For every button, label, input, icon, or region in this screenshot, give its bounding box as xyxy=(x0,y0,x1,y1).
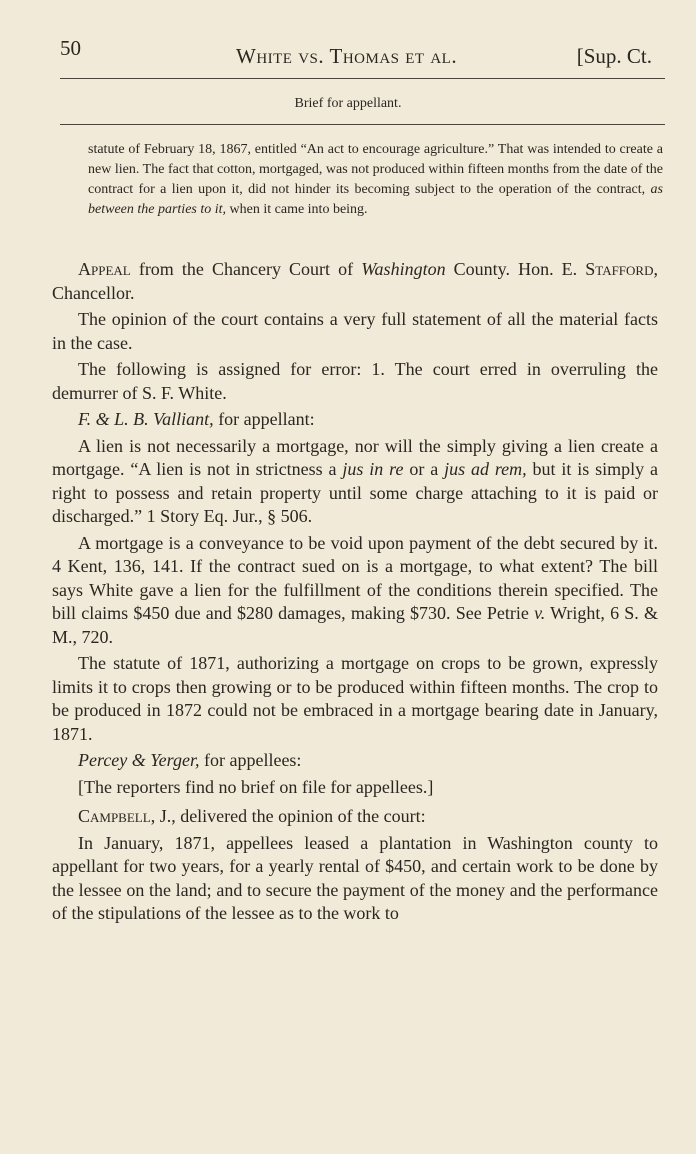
appeal-text-3: , Chancellor. xyxy=(52,259,658,303)
sub-heading: Brief for appellant. xyxy=(294,96,402,111)
main-text xyxy=(52,258,658,929)
chancellor-name: Stafford xyxy=(585,259,654,279)
paragraph-counsel-appellant xyxy=(52,408,658,432)
lien-italic-2: jus ad rem, xyxy=(444,459,527,479)
lien-text: A lien is not necessarily a mortgage, nor will the simply giving a lien create a mortgage. “A lien is not in strictness a xyxy=(52,435,658,479)
paragraph-statute: The statute of 1871, authorizing a mortgage on crops to be grown, expressly limits it to crops then growing or to be produced within fifteen months. The crop to be produced in 1872 could not be embraced in a mortgage bearing date in January, 1871. xyxy=(52,653,658,744)
court-label: [Sup. Ct. xyxy=(576,44,652,68)
paragraph-opinion: The opinion of the court contains a very full statement of all the material facts in the case. xyxy=(52,309,658,353)
mortgage-italic: v. xyxy=(534,603,546,623)
paragraph-counsel-appellees xyxy=(52,749,658,773)
paragraph-reporters: [The reporters find no brief on file for appellees.] xyxy=(78,776,434,797)
appeal-text: from the Chancery Court of xyxy=(130,259,362,279)
counsel-appellant-text: for appellant: xyxy=(213,409,315,429)
mortgage-text: A mortgage is a conveyance to be void upon payment of the debt secured by it. 4 Kent, 136, 141. If the contract sued on is a mortgage, to what extent? The bill says White gave a lien for the fulfillment of the conditions therein specified. The bill claims $450 due and $280 damages, making $730. See Petrie xyxy=(52,532,658,623)
header-rule-bottom xyxy=(60,124,665,125)
counsel-appellant-name: F. & L. B. Valliant, xyxy=(78,409,214,429)
lien-text-3: but it is simply a right to possess and retain property until some charge attaching to it is paid or discharged.” 1 Story Eq. Jur., § 506. xyxy=(52,459,659,526)
counsel-appellees-text: for appellees: xyxy=(199,750,302,770)
judge-name: Campbell xyxy=(78,806,151,826)
delivered-text: , J., delivered the opinion of the court: xyxy=(150,806,426,826)
paragraph-delivered xyxy=(52,805,658,829)
case-title: White vs. Thomas et al. xyxy=(236,44,458,68)
mortgage-text-2: Wright, 6 S. & M., 720. xyxy=(52,603,658,647)
paragraph-lien xyxy=(52,435,658,529)
county-name: Washington xyxy=(361,259,446,279)
paragraph-error: The following is assigned for error: 1. The court erred in overruling the demurrer of S. F. White. xyxy=(52,359,658,403)
header-rule-top xyxy=(60,78,665,79)
lien-italic-1: jus in re xyxy=(342,459,404,479)
paragraph-mortgage xyxy=(52,532,658,650)
appeal-text-2: County. Hon. E. xyxy=(445,259,586,279)
page-number: 50 xyxy=(60,36,81,60)
counsel-appellees-name: Percey & Yerger, xyxy=(78,750,200,770)
paragraph-appeal xyxy=(52,258,658,305)
headnote-italic: as between the parties to it, xyxy=(88,182,663,217)
paragraph-january: In January, 1871, appellees leased a plantation in Washington county to appellant for two years, for a yearly rental of $450, and certain work to be done by the lessee on the land; and to secure the payment of the money and the performance of the stipulations of the lessee as to the work to xyxy=(52,832,658,923)
lien-text-2: or a xyxy=(403,459,445,479)
running-head xyxy=(60,36,670,70)
headnote-text-end: when it came into being. xyxy=(226,202,368,217)
appeal-word: Appeal xyxy=(78,259,131,279)
headnote-text: statute of February 18, 1867, entitled “An act to encourage agriculture.” That was intended to create a new lien. The fact that cotton, mortgaged, was not produced within fifteen months from the date of the contract for a lien upon it, did not hinder its becoming subject to the operation of the contract, xyxy=(88,142,663,197)
headnote-continuation xyxy=(88,140,663,220)
